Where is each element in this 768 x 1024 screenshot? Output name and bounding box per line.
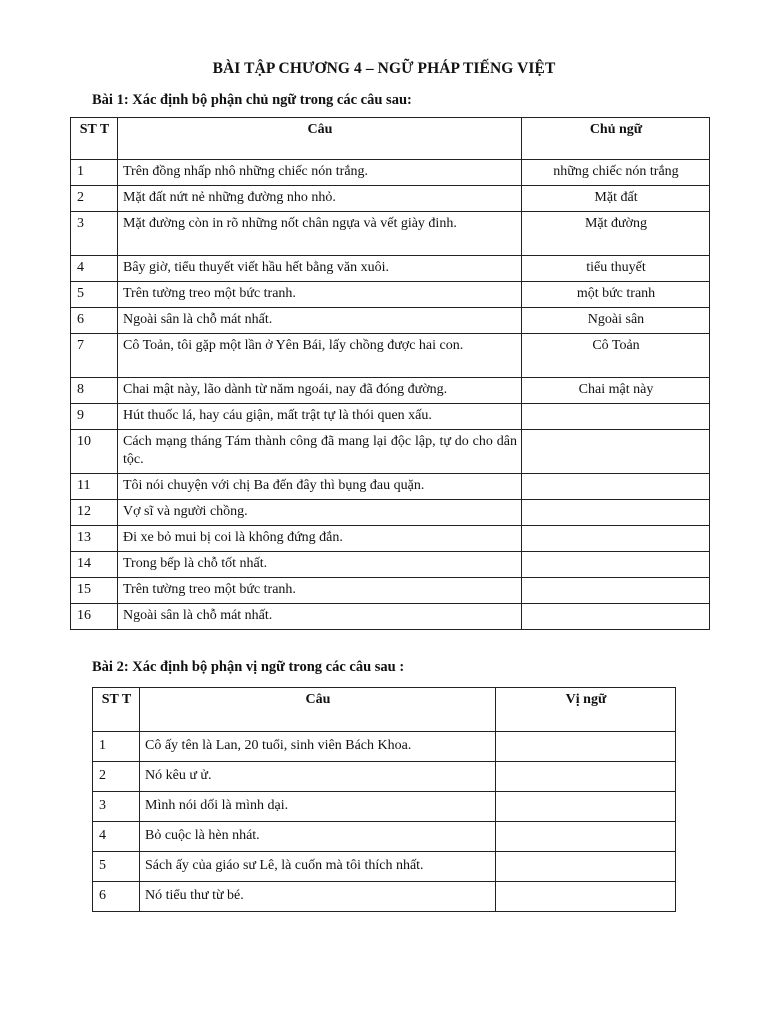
sentence-cell: Nó kêu ư ử.: [140, 762, 496, 792]
sentence-cell: Trong bếp là chỗ tốt nhất.: [118, 552, 522, 578]
sentence-cell: Chai mật này, lão dành từ năm ngoái, nay đã đóng đường.: [118, 378, 522, 404]
table-row: [71, 282, 710, 308]
exercise-1-table: [70, 117, 710, 630]
row-number: 6: [93, 882, 140, 912]
answer-cell: [522, 578, 710, 604]
table-row: [71, 474, 710, 500]
table-row: [71, 256, 710, 282]
row-number: 9: [71, 404, 118, 430]
row-number: 1: [71, 160, 118, 186]
table-row: [71, 552, 710, 578]
row-number: 5: [93, 852, 140, 882]
sentence-cell: Trên đồng nhấp nhô những chiếc nón trắng.: [118, 160, 522, 186]
table-row: [71, 604, 710, 630]
answer-cell: [496, 822, 676, 852]
sentence-cell: Mặt đất nứt nẻ những đường nho nhỏ.: [118, 186, 522, 212]
table-row: [71, 308, 710, 334]
answer-cell: Mặt đất: [522, 186, 710, 212]
exercise-1-heading: Bài 1: Xác định bộ phận chủ ngữ trong các câu sau:: [92, 92, 412, 108]
table-row: [71, 578, 710, 604]
answer-cell: [496, 882, 676, 912]
sentence-cell: Bây giờ, tiểu thuyết viết hầu hết bằng văn xuôi.: [118, 256, 522, 282]
row-number: 4: [93, 822, 140, 852]
table-row: [71, 526, 710, 552]
answer-cell: [522, 526, 710, 552]
sentence-cell: Ngoài sân là chỗ mát nhất.: [118, 308, 522, 334]
row-number: 2: [93, 762, 140, 792]
answer-cell: [522, 552, 710, 578]
exercise-2-heading: Bài 2: Xác định bộ phận vị ngữ trong các câu sau :: [92, 659, 405, 675]
row-number: 4: [71, 256, 118, 282]
sentence-cell: Đi xe bỏ mui bị coi là không đứng đắn.: [118, 526, 522, 552]
vi-ngu-column-header: Vị ngữ: [496, 688, 676, 732]
row-number: 10: [71, 430, 118, 474]
cau-column-header: Câu: [140, 688, 496, 732]
answer-cell: [522, 604, 710, 630]
sentence-cell: Sách ấy của giáo sư Lê, là cuốn mà tôi thích nhất.: [140, 852, 496, 882]
exercise-2-table-body: [93, 732, 676, 912]
exercise-1-table-body: [71, 160, 710, 630]
row-number: 7: [71, 334, 118, 378]
row-number: 5: [71, 282, 118, 308]
cau-column-header: Câu: [118, 118, 522, 160]
table-row: [71, 404, 710, 430]
row-number: 2: [71, 186, 118, 212]
table-row: [93, 852, 676, 882]
row-number: 14: [71, 552, 118, 578]
answer-cell: Ngoài sân: [522, 308, 710, 334]
answer-cell: Mặt đường: [522, 212, 710, 256]
sentence-cell: Mặt đường còn in rõ những nốt chân ngựa và vết giày đinh.: [118, 212, 522, 256]
row-number: 3: [93, 792, 140, 822]
answer-cell: [522, 500, 710, 526]
chu-ngu-column-header: Chủ ngữ: [522, 118, 710, 160]
stt-column-header: ST T: [71, 118, 118, 160]
sentence-cell: Cô Toản, tôi gặp một lần ở Yên Bái, lấy chồng được hai con.: [118, 334, 522, 378]
table-row: [93, 762, 676, 792]
sentence-cell: Cách mạng tháng Tám thành công đã mang lại độc lập, tự do cho dân tộc.: [118, 430, 522, 474]
answer-cell: [522, 474, 710, 500]
sentence-cell: Hút thuốc lá, hay cáu giận, mất trật tự là thói quen xấu.: [118, 404, 522, 430]
sentence-cell: Cô ấy tên là Lan, 20 tuổi, sinh viên Bách Khoa.: [140, 732, 496, 762]
table-row: [71, 334, 710, 378]
row-number: 11: [71, 474, 118, 500]
answer-cell: Chai mật này: [522, 378, 710, 404]
document-title: BÀI TẬP CHƯƠNG 4 – NGỮ PHÁP TIẾNG VIỆT: [212, 60, 556, 77]
sentence-cell: Nó tiểu thư từ bé.: [140, 882, 496, 912]
sentence-cell: Ngoài sân là chỗ mát nhất.: [118, 604, 522, 630]
sentence-cell: Vợ sĩ và người chồng.: [118, 500, 522, 526]
stt-column-header: ST T: [93, 688, 140, 732]
table-row: [71, 378, 710, 404]
row-number: 1: [93, 732, 140, 762]
answer-cell: [496, 792, 676, 822]
table-header-row: [93, 688, 676, 732]
table-header-row: [71, 118, 710, 160]
row-number: 12: [71, 500, 118, 526]
row-number: 3: [71, 212, 118, 256]
answer-cell: Cô Toản: [522, 334, 710, 378]
answer-cell: [496, 852, 676, 882]
sentence-cell: Bỏ cuộc là hèn nhát.: [140, 822, 496, 852]
table-row: [71, 212, 710, 256]
sentence-cell: Mình nói dối là mình dại.: [140, 792, 496, 822]
exercise-2-table: [92, 687, 676, 912]
sentence-cell: Tôi nói chuyện với chị Ba đến đây thì bụng đau quặn.: [118, 474, 522, 500]
row-number: 8: [71, 378, 118, 404]
table-row: [93, 882, 676, 912]
answer-cell: [496, 732, 676, 762]
row-number: 13: [71, 526, 118, 552]
row-number: 15: [71, 578, 118, 604]
answer-cell: những chiếc nón trắng: [522, 160, 710, 186]
table-row: [93, 732, 676, 762]
table-row: [71, 186, 710, 212]
sentence-cell: Trên tường treo một bức tranh.: [118, 282, 522, 308]
row-number: 16: [71, 604, 118, 630]
answer-cell: [522, 404, 710, 430]
table-row: [93, 792, 676, 822]
row-number: 6: [71, 308, 118, 334]
table-row: [93, 822, 676, 852]
answer-cell: một bức tranh: [522, 282, 710, 308]
table-row: [71, 160, 710, 186]
answer-cell: [522, 430, 710, 474]
table-row: [71, 430, 710, 474]
answer-cell: [496, 762, 676, 792]
sentence-cell: Trên tường treo một bức tranh.: [118, 578, 522, 604]
answer-cell: tiểu thuyết: [522, 256, 710, 282]
table-row: [71, 500, 710, 526]
